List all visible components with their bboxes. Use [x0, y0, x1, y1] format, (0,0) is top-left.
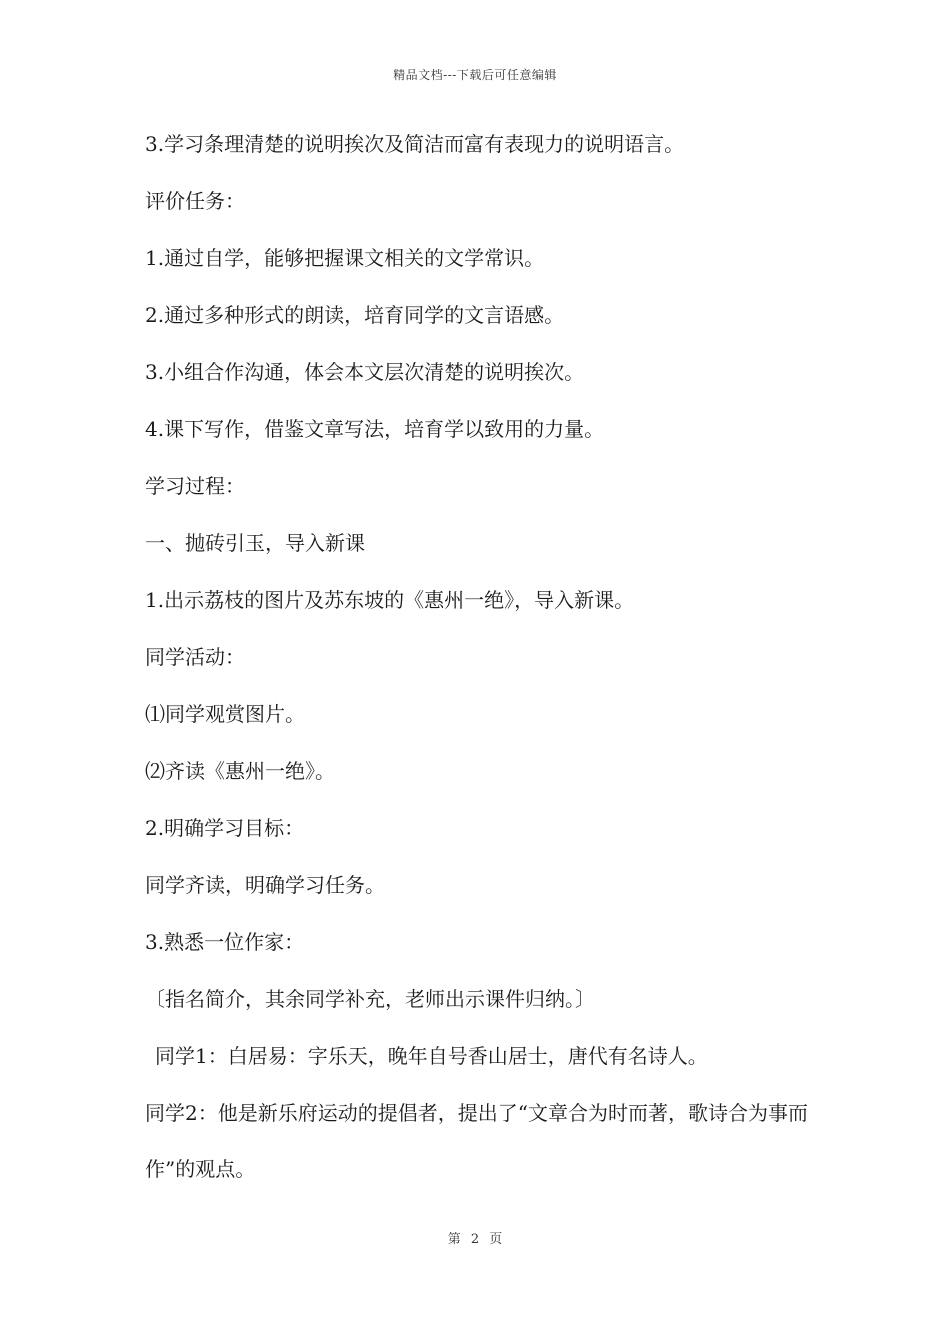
- paragraph-activity-2: ⑵齐读《惠州一绝》。: [145, 759, 335, 783]
- paragraph-task-2: 2.通过多种形式的朗读，培育同学的文言语感。: [145, 303, 565, 327]
- page-number: 2: [470, 1232, 480, 1247]
- page-number-prefix: 第: [447, 1232, 461, 1247]
- paragraph-student-2: 同学2：他是新乐府运动的提倡者，提出了“文章合为时而著，歌诗合为事而作”的观点。: [145, 1101, 808, 1181]
- paragraph-step-2-detail: 同学齐读，明确学习任务。: [145, 873, 385, 897]
- paragraph-task-4: 4.课下写作，借鉴文章写法，培育学以致用的力量。: [145, 417, 605, 441]
- paragraph-student-1: 同学1：白居易：字乐天，晚年自号香山居士，唐代有名诗人。: [155, 1044, 708, 1068]
- paragraph-activity-1: ⑴同学观赏图片。: [145, 702, 305, 726]
- paragraph-task-3: 3.小组合作沟通，体会本文层次清楚的说明挨次。: [145, 360, 585, 384]
- paragraph-step-3-note: 〔指名简介，其余同学补充，老师出示课件归纳。〕: [145, 987, 595, 1011]
- paragraph-task-1: 1.通过自学，能够把握课文相关的文学常识。: [145, 246, 545, 270]
- paragraph-step-1: 1.出示荔枝的图片及苏东坡的《惠州一绝》，导入新课。: [145, 588, 635, 612]
- heading-learning-process: 学习过程：: [145, 474, 245, 498]
- paragraph-step-3: 3.熟悉一位作家：: [145, 930, 305, 954]
- document-body: [145, 130, 825, 1212]
- heading-section-1: 一、抛砖引玉，导入新课: [145, 531, 365, 555]
- page-header: 精品文档---下载后可任意编辑: [393, 68, 557, 82]
- page-number-suffix: 页: [489, 1232, 503, 1247]
- paragraph-goal-3: 3.学习条理清楚的说明挨次及简洁而富有表现力的说明语言。: [145, 132, 685, 156]
- heading-evaluation-tasks: 评价任务：: [145, 189, 245, 213]
- page-footer: [0, 1228, 950, 1247]
- paragraph-step-2: 2.明确学习目标：: [145, 816, 305, 840]
- heading-student-activity: 同学活动：: [145, 645, 245, 669]
